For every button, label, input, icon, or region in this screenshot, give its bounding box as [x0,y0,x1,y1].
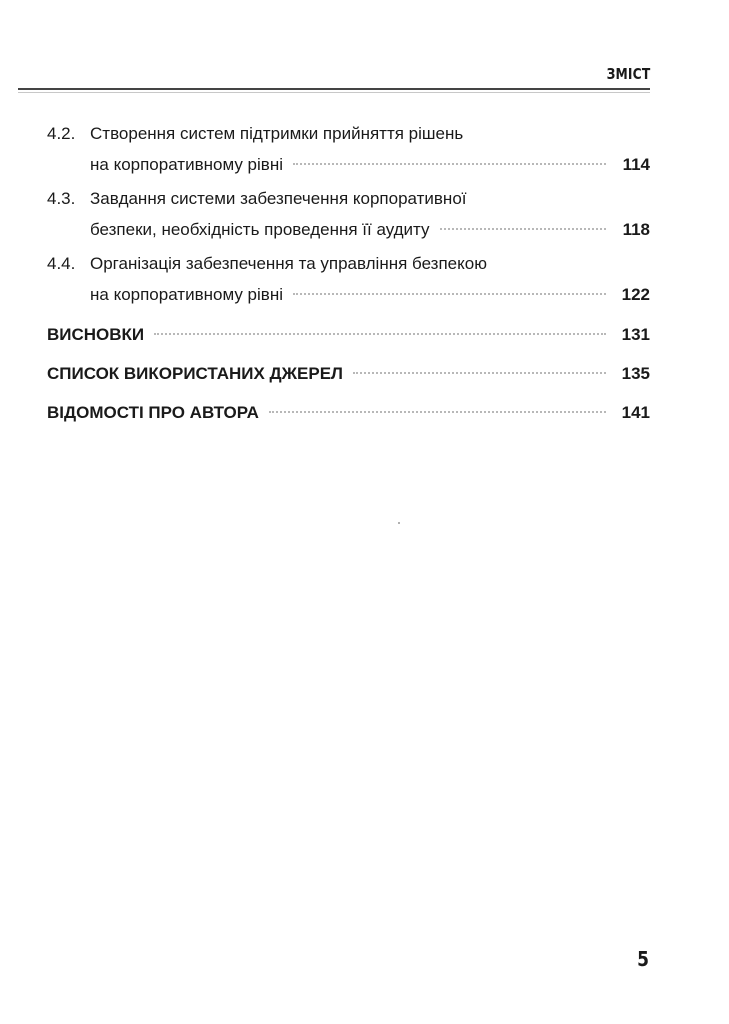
toc-entry-title-continuation: на корпоративному рівні [90,285,283,304]
dot-leader [269,411,606,413]
toc-entry-about-author[interactable] [47,397,650,433]
toc-entry-page: 118 [622,220,650,239]
toc-entry-4-4[interactable] [47,248,650,310]
toc-entry-4-3[interactable] [47,183,650,245]
header-rule-underline [18,92,650,93]
toc-entry-page: 114 [622,155,650,174]
toc-entry-title-continuation: на корпоративному рівні [90,155,283,174]
dot-leader [440,228,606,230]
toc-entry-page: 131 [621,325,650,344]
toc-entry-title: Створення систем підтримки прийняття рішень [90,124,464,143]
scan-speck [398,522,400,524]
toc-entry-page: 135 [621,364,650,383]
toc-entry-conclusions[interactable] [47,319,650,355]
toc-entry-title-continuation: безпеки, необхідність проведення її аудиту [90,220,430,239]
toc-entry-4-2[interactable] [47,118,650,180]
dot-leader [154,333,606,335]
table-of-contents [47,118,650,436]
dot-leader [293,163,606,165]
dot-leader [353,372,606,374]
toc-entry-title: ВІДОМОСТІ ПРО АВТОРА [47,403,259,422]
toc-entry-number: 4.4. [47,254,76,273]
toc-entry-number: 4.2. [47,124,76,143]
toc-entry-title: Завдання системи забезпечення корпоративної [90,189,467,208]
toc-entry-number: 4.3. [47,189,76,208]
page-number: 5 [637,947,649,971]
dot-leader [293,293,606,295]
toc-entry-references[interactable] [47,358,650,394]
toc-entry-title: Організація забезпечення та управління безпекою [90,254,487,273]
header-rule [18,88,650,90]
toc-entry-page: 122 [621,285,650,304]
toc-entry-title: СПИСОК ВИКОРИСТАНИХ ДЖЕРЕЛ [47,364,343,383]
running-header: ЗМІСТ [606,65,650,83]
toc-entry-title: ВИСНОВКИ [47,325,145,344]
toc-entry-page: 141 [621,403,650,422]
